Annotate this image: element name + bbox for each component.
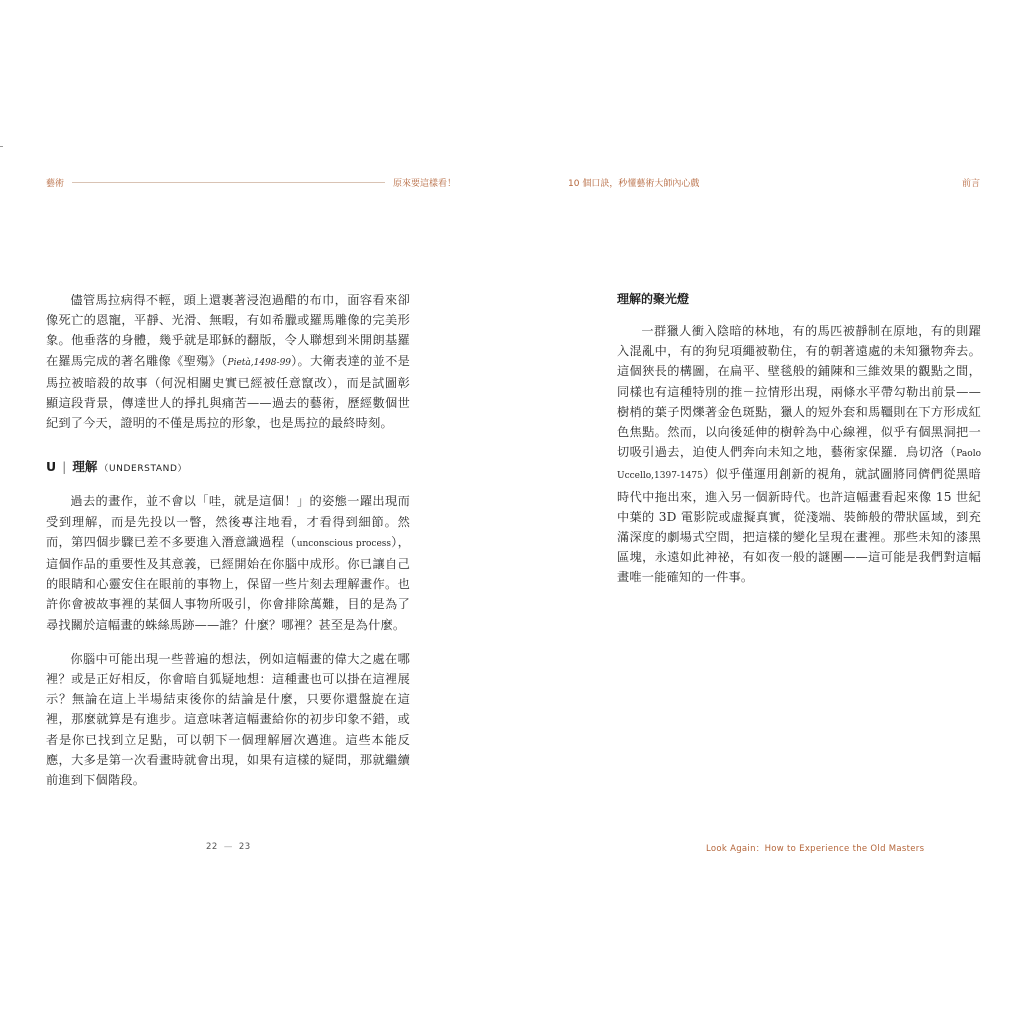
paragraph: 你腦中可能出現一些普遍的想法，例如這幅畫的偉大之處在哪裡？或是正好相反，你會暗自狐疑地想：這種畫也可以掛在這裡展示？無論在這上半場結束後你的結論是什麼，只要你還盤旋在這裡，那麼就算是有進步。這意味著這幅畫給你的初步印象不錯，或者是你已找到立足點，可以朝下一個理解層次邁進。這些本能反應，大多是第一次看畫時就會出現，如果有這樣的疑問，那就繼續前進到下個階段。 bbox=[46, 651, 410, 788]
left-page-body bbox=[46, 290, 410, 790]
page-number-right: 23 bbox=[238, 842, 251, 852]
page-number-dash: — bbox=[223, 842, 233, 852]
page-numbers bbox=[206, 842, 251, 852]
paragraph: 一群獵人衝入陰暗的林地，有的馬匹被靜制在原地，有的則躍入混亂中，有的狗兒項繩被勒住，有的朝著遠處的未知獵物奔去。這個狹長的構圖，在扁平、壁毯般的鋪陳和三維效果的觀點之間，同樣也有這種特別的推－拉情形出現，兩條水平帶勾勒出前景——樹梢的葉子閃爍著金色斑點，獵人的短外套和馬韁則在下方形成紅色焦點。然而，以向後延伸的樹幹為中心線裡，似乎有個黑洞把一切吸引過去，迫使人們奔向未知之地，藝術家保羅．烏切洛（Paolo Uccello,1397-1475）似乎僅運用創新的視角，就試圖將同儕們從黑暗時代中拖出來，進入另一個新時代。也許這幅畫看起來像 15 世紀中葉的 3D 電影院或虛擬真實，從淺端、裝飾般的帶狀區域，到充滿深度的劇場式空間，把這樣的變化呈現在畫裡。那些未知的漆黑區塊，永遠如此神祕，有如夜一般的謎團——這可能是我們對這幅畫唯一能確知的一件事。 bbox=[617, 324, 981, 585]
header-section-label: 藝術 bbox=[46, 178, 65, 189]
paragraph: 儘管馬拉病得不輕，頭上還裹著浸泡過醋的布巾，面容看來卻像死亡的恩寵，平靜、光滑、無暇，有如希臘或羅馬雕像的完美形象。他垂落的身體，幾乎就是耶穌的翻版，令人聯想到米開朗基羅在羅馬完成的著名雕像《聖殤》（Pietà,1498-99）。大衛表達的並不是馬拉被暗殺的故事（何況相關史實已經被任意竄改），而是試圖彰顯這段背景，傳達世人的掙扎與痛苦——過去的藝術，歷經數個世紀到了今天，證明的不僅是馬拉的形象，也是馬拉的最終時刻。 bbox=[46, 293, 410, 431]
section-heading bbox=[46, 457, 410, 475]
paragraph: 過去的畫作，並不會以「哇，就是這個！」的姿態一躍出現而受到理解，而是先投以一瞥，然後專注地看，才看得到細節。然而，第四個步驟已差不多要進入潛意識過程（unconscious process），這個作品的重要性及其意義，已經開始在你腦中成形。你已讓自己的眼睛和心靈安住在眼前的事物上，保留一些片刻去理解畫作。也許你會被故事裡的某個人事物所吸引，你會排除萬難，目的是為了尋找關於這幅畫的蛛絲馬跡——誰？什麼？哪裡？甚至是為什麼。 bbox=[46, 494, 411, 632]
latin-term: Pietà,1498-99 bbox=[227, 357, 292, 368]
header-book-title: 原來要這樣看！ bbox=[392, 178, 456, 189]
page-edge-mark bbox=[0, 146, 3, 147]
header-subtitle: 10 個口訣，秒懂藝術大師內心戲 bbox=[568, 178, 700, 189]
section-title: 理解 bbox=[72, 459, 98, 475]
section-letter: U bbox=[46, 459, 57, 475]
latin-term: Paolo Uccello,1397-1475 bbox=[617, 449, 981, 482]
header-chapter-label: 前言 bbox=[961, 178, 980, 189]
latin-term: unconscious process bbox=[296, 538, 392, 549]
page-number-left: 22 bbox=[206, 842, 218, 852]
header-rule bbox=[72, 182, 385, 183]
right-page-body bbox=[617, 290, 981, 588]
running-header-right bbox=[568, 174, 980, 190]
running-header-left bbox=[46, 174, 456, 190]
subheading: 理解的聚光燈 bbox=[617, 292, 690, 306]
section-separator: | bbox=[62, 459, 67, 475]
section-english-title: （UNDERSTAND） bbox=[99, 464, 188, 475]
footer-book-title: Look Again：How to Experience the Old Masters bbox=[706, 844, 925, 854]
